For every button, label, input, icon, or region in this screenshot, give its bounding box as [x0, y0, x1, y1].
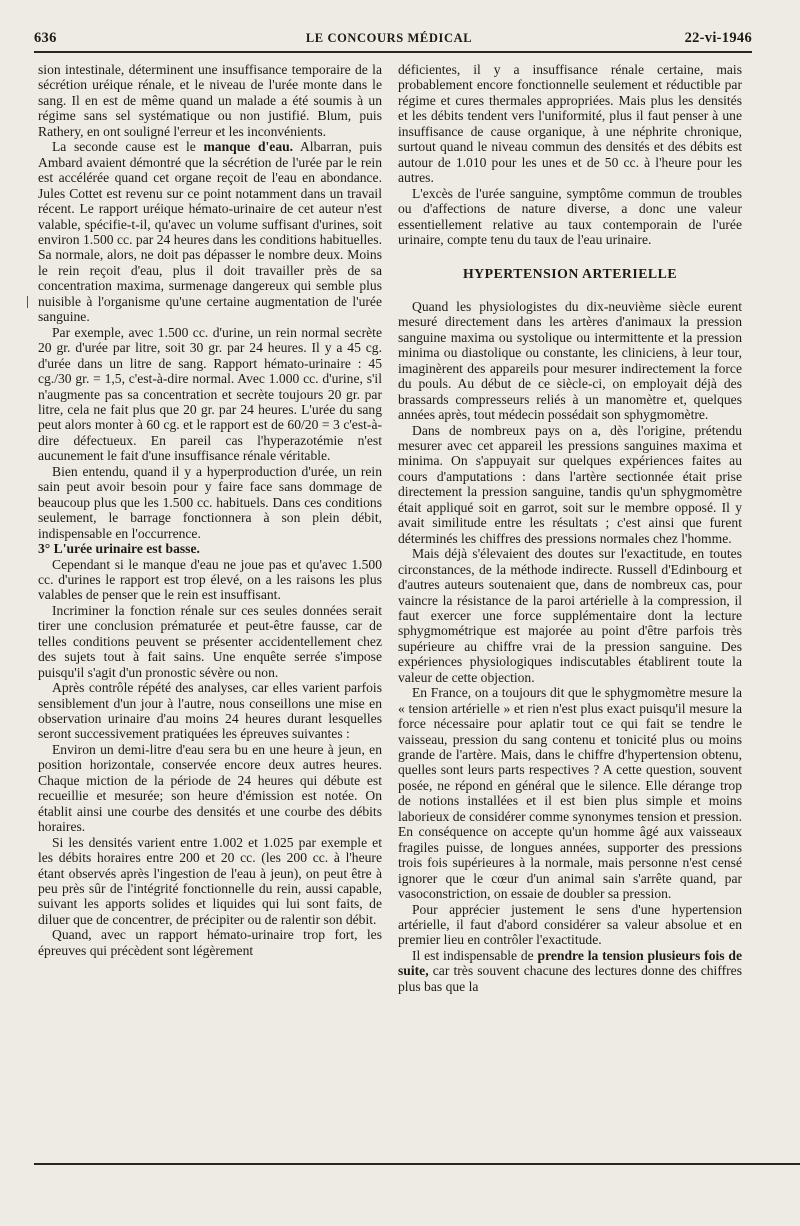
- paragraph: Pour apprécier justement le sens d'une hypertension artérielle, il faut d'abord considérer sa valeur absolue et en premier lieu en contrôler l'exactitude.: [398, 901, 742, 948]
- paragraph: Si les densités varient entre 1.002 et 1.025 par exemple et les débits horaires entre 200 et 20 cc. (les 200 cc. à l'heure étant observés après l'ingestion de l'eau à jeun), on peut être à peu près sûr de l'intégrité fonctionnelle du rein, aussi capable, suivant les apports solides et liquides qui lui sont faits, de diluer que de concentrer, de précipiter ou de ralentir son débit.: [38, 834, 382, 927]
- right-column: [398, 62, 742, 994]
- paragraph: Quand les physiologistes du dix-neuvième siècle eurent mesuré directement dans les artères d'animaux la pression sanguine maxima ou systolique ou intermittente et la pression minima ou diastolique ou constante, les cliniciens, à leur tour, imaginèrent des appareils pour mesurer indirectement la force du pouls. Au début de ce siècle-ci, on employait déjà des brassards compresseurs reliés à un manomètre et, quelques années après, tout médecin possédait son sphygmomètre.: [398, 298, 742, 423]
- issue-date: 22-vi-1946: [684, 30, 752, 46]
- paragraph: Après contrôle répété des analyses, car elles varient parfois sensiblement d'un jour à l'autre, nous conseillons une mise en observation urinaire d'au moins 24 heures durant lesquelles seront successivement pratiquées les épreuves suivantes :: [38, 680, 382, 742]
- paragraph: déficientes, il y a insuffisance rénale certaine, mais probablement encore fonctionnelle seulement et réductible par régime et cures thermales appropriées. Mais plus les densités et les débits tendent vers l'uniformité, plus il faut penser à une insuffisance de cause organique, à une néphrite chronique, surtout quand le niveau commun des densités et des débits est autour de 1.010 pour les unes et de 50 cc. à l'heure pour les autres.: [398, 62, 742, 186]
- paragraph: En France, on a toujours dit que le sphygmomètre mesure la « tension artérielle » et rien n'est plus exact puisqu'il mesure la force nécessaire pour aplatir tout ce qui fait se tendre le vaisseau, pression du sang contenu et tonicité plus ou moins grande de l'artère. Mais, dans le chiffre d'hypertension obtenu, quelles sont leurs parts respectives ? A cette question, souvent posée, ne répond en général que le silence. Elle dérange trop de notions installées et il est bien plus simple et moins laborieux de considérer comme synonymes tension et pression. En conséquence on accepte qu'un homme âgé aux vaisseaux fragiles puisse, de longues années, supporter des pressions trois fois supérieures à la normale, mais personne n'est censé ignorer que le cœur d'un animal sain s'arrête quand, par vasoconstriction, on essaie de doubler sa pression.: [398, 685, 742, 902]
- paragraph: Bien entendu, quand il y a hyperproduction d'urée, un rein sain peut avoir besoin pour y faire face sans dommage de beaucoup plus que les 1.500 cc. habituels. Dans ces conditions seulement, le barrage fonctionnera à son plein débit, indispensable en l'occurrence.: [38, 463, 382, 541]
- paragraph: Cependant si le manque d'eau ne joue pas et qu'avec 1.500 cc. d'urines le rapport est trop élevé, on a les raisons les plus valables de penser que le rein est insuffisant.: [38, 556, 382, 603]
- footer-rule: [34, 1163, 800, 1165]
- left-column: [38, 62, 382, 958]
- section-heading: HYPERTENSION ARTERIELLE: [462, 266, 678, 282]
- paragraph: Dans de nombreux pays on a, dès l'origine, prétendu mesurer avec cet appareil les pressions sanguines maxima et minima. On s'appuyait sur quelques expériences faites au cours d'amputations : dans l'artère sectionnée était prise directement la pression sanguine, tandis qu'un sphygmomètre était appliqué soit en garrot, soit sur le membre opposé. Il y avait similitude entre les résultats ; c'est ainsi que furent déterminés les chiffres des pressions normales chez l'homme.: [398, 422, 742, 546]
- paragraph: Il est indispensable de prendre la tension plusieurs fois de suite, car très souvent chacune des lectures donne des chiffres plus bas que la: [398, 947, 742, 994]
- page-header: [26, 30, 752, 50]
- paragraph: sion intestinale, déterminent une insuffisance temporaire de la sécrétion uréique rénale, et le niveau de l'urée monte dans le sang. Il en est de même quand un malade a été soumis à un régime sans sel systématique ou non justifié. Blum, puis Rathery, en ont souligné l'erreur et les inconvénients.: [38, 62, 382, 139]
- paragraph: L'excès de l'urée sanguine, symptôme commun de troubles ou d'affections de nature diverse, a donc une valeur essentiellement relative au taux contemporain de l'urée urinaire, compte tenu du taux de l'eau urinaire.: [398, 185, 742, 247]
- journal-title: LE CONCOURS MÉDICAL: [305, 31, 473, 45]
- paragraph: Mais déjà s'élevaient des doutes sur l'exactitude, en toutes circonstances, de la méthode indirecte. Russell d'Edinbourg et d'autres auteurs soutenaient que, dans de nombreux cas, pour vaincre la résistance de la paroi artérielle à la compression, il faut exercer une force supplémentaire dont la lecture sphygmométrique est majorée au point d'être parfois très supérieure au chiffre vrai de la pression sanguine. Des expériences physiologiques indiscutables établirent toute la valeur de cette objection.: [398, 546, 742, 685]
- paragraph: Incriminer la fonction rénale sur ces seules données serait tirer une conclusion prématurée et peut-être fausse, car de telles conditions peuvent se présenter accidentellement chez des sujets tout à fait sains. Une enquête serrée s'impose puisqu'il s'agit d'un pronostic sévère ou non.: [38, 602, 382, 680]
- paragraph: Environ un demi-litre d'eau sera bu en une heure à jeun, en position horizontale, conservée encore deux autres heures. Chaque miction de la période de 24 heures qui débute est recueillie et mesurée; son heure d'émission est notée. On établit ainsi une courbe des densités et une courbe des débits horaires.: [38, 741, 382, 835]
- paragraph: Quand, avec un rapport hémato-urinaire trop fort, les épreuves qui précèdent sont légèrement: [38, 927, 382, 958]
- header-rule: [34, 51, 752, 53]
- paragraph: Par exemple, avec 1.500 cc. d'urine, un rein normal secrète 20 gr. d'urée par litre, soit 30 gr. par 24 heures. Il y a 45 cg. d'urée dans un litre de sang. Rapport hémato-urinaire : 45 cg./30 gr. = 1,5, c'est-à-dire normal. Avec 1.000 cc. d'urine, s'il n'augmente pas sa concentration et secrète toujours 20 gr. par litre, cela ne fait plus que 20 gr. par 24 heures. L'urée du sang peut alors monter à 60 cg. et le rapport est de 60/20 = 3 c'est-à-dire défectueux. En pareil cas l'hyperazotémie n'est aucunement le fait d'une insuffisance rénale véritable.: [38, 324, 382, 464]
- subsection-heading: 3° L'urée urinaire est basse.: [38, 541, 200, 557]
- page-number: 636: [34, 30, 57, 46]
- paragraph: La seconde cause est le manque d'eau. Albarran, puis Ambard avaient démontré que la sécrétion de l'urée par le rein est accélérée quand cet organe reçoit de l'eau en abondance. Jules Cottet est revenu sur ce point notamment dans un travail récent. Le rapport uréique hémato-urinaire de cet auteur n'est valable, spécifie-t-il, qu'avec un volume suffisant d'urines, soit environ 1.500 cc. par 24 heures dans les conditions habituelles. Sa normale, alors, ne doit pas dépasser le nombre deux. Moins le rein reçoit d'eau, plus il doit travailler près de sa concentration maxima, surmenage dangereux qui semble plus nuisible à l'organisme qu'une certaine augmentation de l'urée sanguine.: [38, 139, 382, 325]
- margin-mark: [27, 296, 28, 308]
